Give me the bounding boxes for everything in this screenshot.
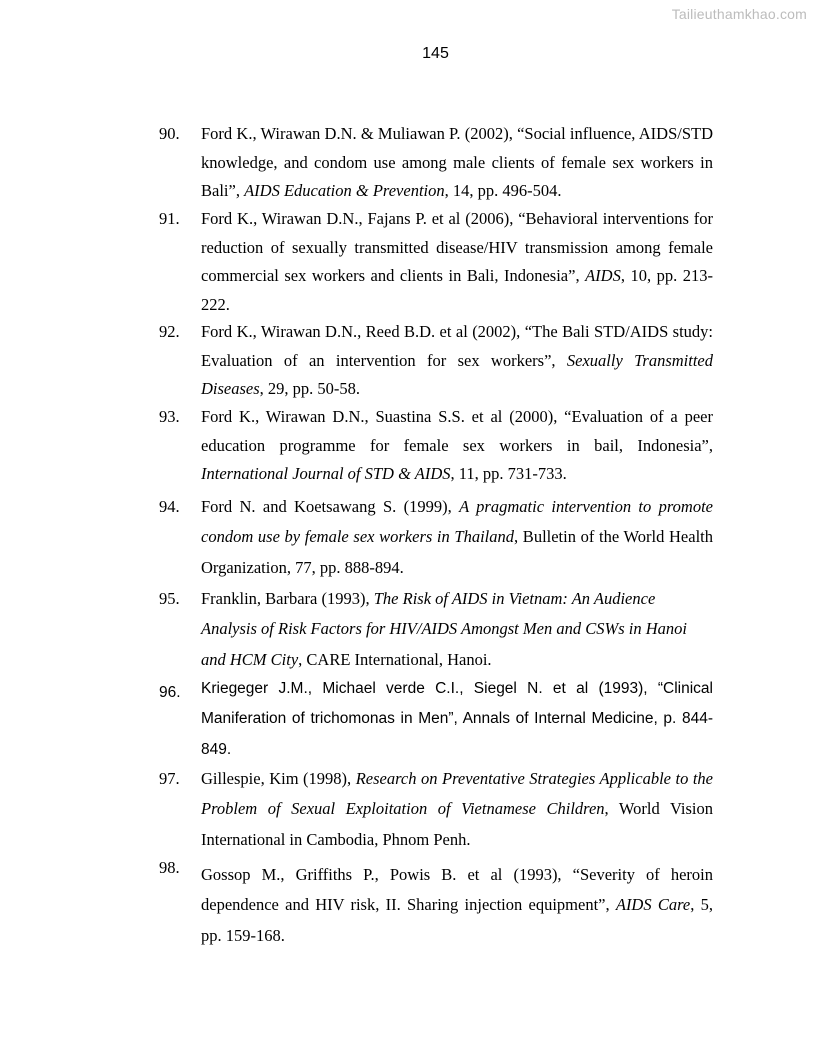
reference-item — [159, 318, 713, 404]
reference-text: Gillespie, Kim (1998), Research on Preventative Strategies Applicable to the Problem of Sexual Exploitation of Vietnamese Children, World Vision International in Cambodia, Phnom Penh. — [201, 769, 713, 849]
reference-item — [159, 120, 713, 206]
reference-text: Ford K., Wirawan D.N., Reed B.D. et al (2002), “The Bali STD/AIDS study: Evaluation of an intervention for sex workers”, Sexually Transmitted Diseases, 29, pp. 50-58. — [201, 322, 713, 398]
reference-number: 92. — [159, 322, 180, 341]
watermark: Tailieuthamkhao.com — [671, 6, 807, 22]
reference-item — [159, 764, 713, 855]
reference-text: Kriegeger J.M., Michael verde C.I., Siegel N. et al (1993), “Clinical Maniferation of trichomonas in Men”, Annals of Internal Medicine, p. 844-849. — [201, 680, 713, 758]
reference-number: 90. — [159, 124, 180, 143]
reference-number: 96. — [159, 684, 181, 701]
reference-text: Ford K., Wirawan D.N. & Muliawan P. (2002), “Social influence, AIDS/STD knowledge, and condom use among male clients of female sex workers in Bali”, AIDS Education & Prevention, 14, pp. 496-504. — [201, 124, 713, 200]
reference-number: 94. — [159, 497, 180, 516]
reference-item — [159, 492, 713, 583]
reference-text: Gossop M., Griffiths P., Powis B. et al (1993), “Severity of heroin dependence and HIV risk, II. Sharing injection equipment”, AIDS Care, 5, pp. 159-168. — [201, 865, 713, 945]
page-number: 145 — [422, 45, 449, 62]
reference-item — [159, 674, 713, 765]
reference-text: Ford K., Wirawan D.N., Suastina S.S. et al (2000), “Evaluation of a peer education programme for female sex workers in bail, Indonesia”, International Journal of STD & AIDS, 11, pp. 731-733. — [201, 407, 713, 483]
reference-number: 97. — [159, 769, 180, 788]
reference-number: 93. — [159, 407, 180, 426]
reference-item — [159, 205, 713, 319]
reference-text: Ford N. and Koetsawang S. (1999), A pragmatic intervention to promote condom use by female sex workers in Thailand, Bulletin of the World Health Organization, 77, pp. 888-894. — [201, 497, 714, 577]
reference-number: 91. — [159, 209, 180, 228]
reference-text: Ford K., Wirawan D.N., Fajans P. et al (2006), “Behavioral interventions for reduction of sexually transmitted disease/HIV transmission among female commercial sex workers and clients in Bali, Indonesia”, AIDS, 10, pp. 213-222. — [201, 209, 714, 314]
reference-number: 95. — [159, 589, 180, 608]
reference-text: Franklin, Barbara (1993), The Risk of AIDS in Vietnam: An Audience Analysis of Risk Factors for HIV/AIDS Amongst Men and CSWs in Hanoi and HCM City, CARE International, Hanoi. — [201, 589, 687, 669]
reference-number: 98. — [159, 858, 180, 877]
reference-item — [159, 860, 713, 951]
reference-item — [159, 584, 713, 675]
reference-item — [159, 403, 713, 489]
